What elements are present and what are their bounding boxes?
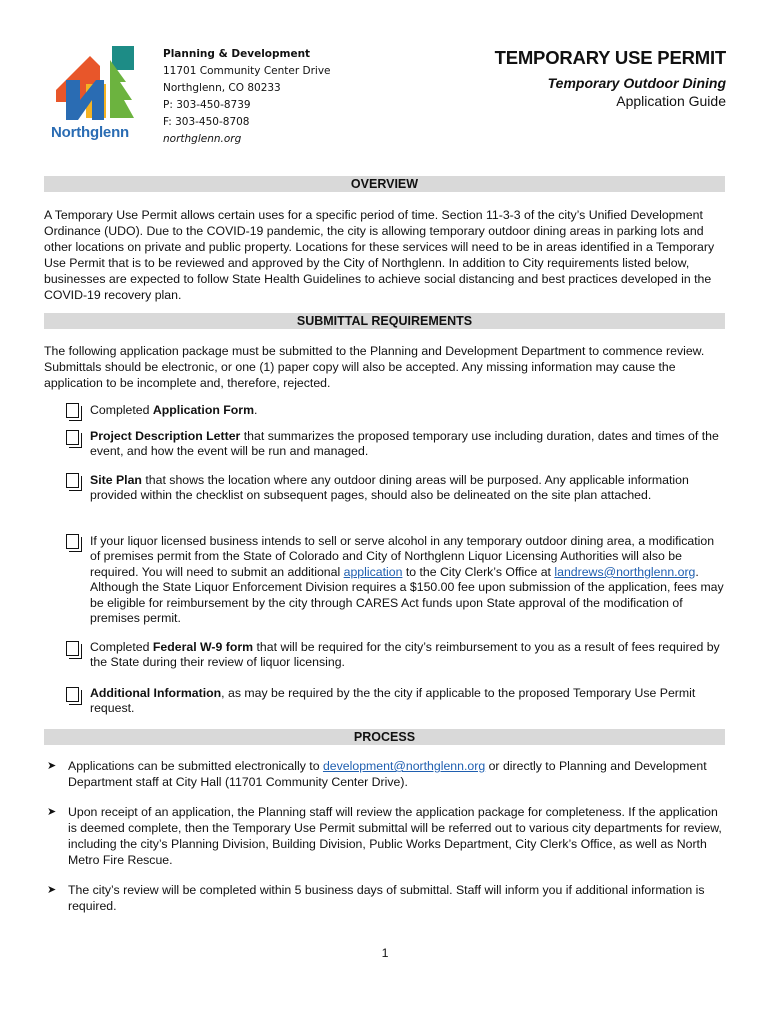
checkbox-application-form[interactable]	[66, 403, 79, 418]
page-number: 1	[381, 946, 389, 960]
document-subtitle: Temporary Outdoor Dining	[547, 75, 726, 91]
website: northglenn.org	[163, 133, 242, 145]
contact-block	[163, 46, 331, 148]
submittal-intro: The following application package must be submitted to the Planning and Development Department to commence review. Submittals should be electronic, or one (1) paper copy will also be accepted. Any missing information may cause the application to be incomplete and, therefore, rejected.	[44, 344, 705, 390]
process-step-2: Upon receipt of an application, the Planning staff will review the application package for completeness. If the application is deemed complete, then the Temporary Use Permit submittal will be referred out to various city departments for review, including the city’s Planning Division, Building Division, Public Works Department, City Clerk’s Office, as well as North Metro Fire Rescue.	[68, 805, 722, 867]
overview-text: A Temporary Use Permit allows certain uses for a specific period of time. Section 11-3-3 of the city’s Unified Development Ordinance (UDO). Due to the COVID-19 pandemic, the city is allowing temporary outdoor dining areas in parking lots and other locations on private and public property. Locations for these services will need to be in areas identified in a Temporary Use Permit that is to be reviewed and approved by the City of Northglenn. In addition to City requirements listed below, businesses are expected to follow State Health Guidelines to achieve social distancing and best practices developed in the COVID-19 recovery plan.	[44, 208, 715, 302]
logo-teal-square	[112, 46, 134, 70]
item-additional-info: Additional Information, as may be required by the the city if applicable to the proposed Temporary Use Permit request.	[90, 686, 696, 716]
clerk-email-link[interactable]: landrews@northglenn.org	[554, 564, 696, 579]
fax-number: F: 303-450-8708	[163, 116, 250, 128]
title-block	[495, 47, 726, 109]
process-heading: PROCESS	[44, 729, 725, 745]
document-guide-label: Application Guide	[616, 93, 726, 109]
address-line-2: Northglenn, CO 80233	[163, 82, 281, 94]
item-site-plan: Site Plan that shows the location where any outdoor dining areas will be purposed. Any applicable information provided within the checklist on subsequent pages, should also be delineated on the site plan attached.	[90, 473, 689, 503]
item-application-form: Completed Application Form.	[90, 403, 258, 417]
application-link[interactable]: application	[343, 564, 403, 579]
address-line-1: 11701 Community Center Drive	[163, 65, 331, 77]
item-project-description: Project Description Letter that summarizes the proposed temporary use including duration, dates and times of the event, and how the event will be run and managed.	[90, 429, 719, 459]
arrow-bullet-icon: ➤	[47, 806, 57, 818]
phone-number: P: 303-450-8739	[163, 99, 251, 111]
arrow-bullet-icon: ➤	[47, 760, 57, 772]
arrow-bullet-icon: ➤	[47, 884, 57, 896]
item-w9-form: Completed Federal W-9 form that will be required for the city’s reimbursement to you as a result of fees required by the State during their review of liquor licensing.	[90, 640, 720, 670]
submittal-heading: SUBMITTAL REQUIREMENTS	[44, 313, 725, 329]
item-liquor-permit: If your liquor licensed business intends to sell or serve alcohol in any temporary outdoor dining area, a modification of premises permit from the State of Colorado and City of Northglenn Liquor Licensing Authorities will also be required. You will need to submit an additional application to the City Clerk’s Office at landrews@northglenn.org. Although the State Liquor Enforcement Division requires a $150.00 fee upon submission of the application, fees may be eligible for reimbursement by the city through CARES Act funds upon State approval of the modification of premises permit.	[90, 534, 724, 626]
checkbox-project-description[interactable]	[66, 430, 79, 445]
document-title: TEMPORARY USE PERMIT	[494, 47, 726, 68]
checkbox-w9-form[interactable]	[66, 641, 79, 656]
process-step-1: Applications can be submitted electronically to development@northglenn.org or directly to Planning and Development Department staff at City Hall (11701 Community Center Drive).	[68, 759, 707, 789]
logo-wordmark: Northglenn	[51, 124, 129, 141]
checkbox-liquor-permit[interactable]	[66, 534, 79, 549]
org-name: Planning & Development	[163, 48, 311, 60]
process-step-3: The city’s review will be completed within 5 business days of submittal. Staff will inform you if additional information is required.	[68, 883, 705, 913]
overview-heading: OVERVIEW	[44, 176, 725, 192]
checkbox-additional-info[interactable]	[66, 687, 79, 702]
development-email-link[interactable]: development@northglenn.org	[322, 759, 486, 773]
checkbox-site-plan[interactable]	[66, 473, 79, 488]
